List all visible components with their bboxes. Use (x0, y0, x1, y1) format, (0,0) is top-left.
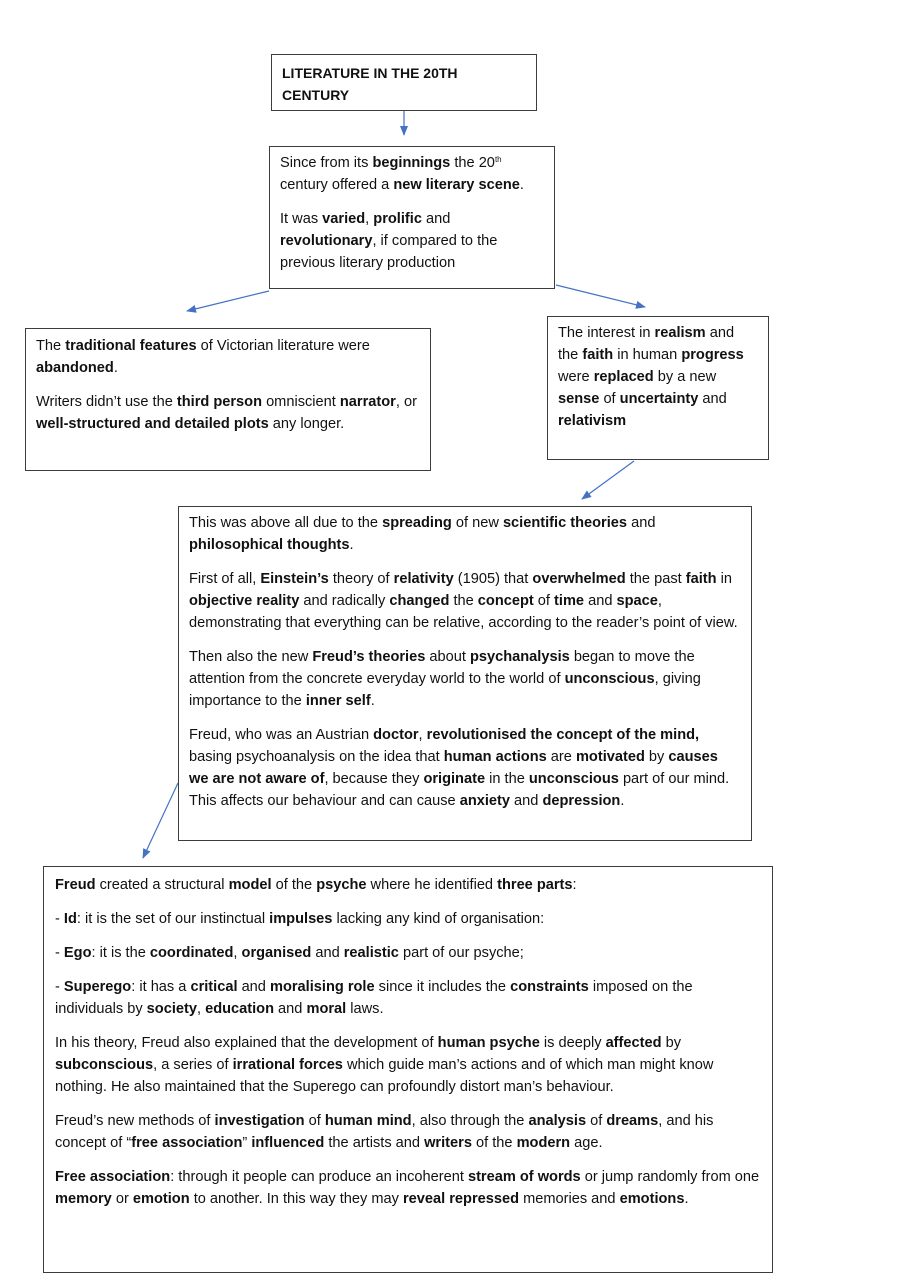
bold-term: emotions (619, 1191, 685, 1207)
bold-term: sense (558, 391, 600, 407)
text-run: . (684, 1191, 689, 1207)
bold-term: realism (654, 325, 706, 341)
bold-term: constraints (510, 979, 589, 995)
text-run: and (421, 211, 451, 227)
bold-term: Id (63, 911, 77, 927)
intro-box (269, 146, 555, 289)
freud-model-paragraph (55, 874, 761, 896)
text-run: part of our mind. This affects our behaviour and can cause (189, 771, 730, 809)
free-association-paragraph (55, 1166, 761, 1210)
theories-box (178, 506, 752, 841)
text-run: : it has a (131, 979, 191, 995)
text-run: Freud, who was an Austrian (189, 727, 374, 743)
bold-term: human mind (324, 1113, 412, 1129)
bold-term: objective reality (189, 593, 300, 609)
text-run: , and his concept of “ (55, 1113, 714, 1151)
text-run: where he identified (366, 877, 498, 893)
text-run: , (196, 1001, 206, 1017)
text-run: , or (395, 394, 417, 410)
theories-paragraph (189, 512, 741, 556)
bold-term: Ego (63, 945, 92, 961)
text-run: In his theory, Freud also explained that the development of (55, 1035, 438, 1051)
superego-item (55, 976, 761, 1020)
bold-term: progress (681, 347, 744, 363)
text-run: to another. In this way they may (189, 1191, 403, 1207)
text-run: by a new (653, 369, 717, 385)
id-item (55, 908, 761, 930)
text-run: It was (280, 211, 323, 227)
text-run: age. (570, 1135, 603, 1151)
text-run: (1905) that (453, 571, 533, 587)
text-run: : through it people can produce an incoherent (170, 1169, 468, 1185)
text-run: . (370, 693, 375, 709)
bold-term: unconscious (564, 671, 655, 687)
text-run: , giving importance to the (189, 671, 701, 709)
arrow-theory-to-freud (143, 783, 178, 858)
text-run: and (627, 515, 656, 531)
text-run: , (418, 727, 427, 743)
text-run: , (365, 211, 374, 227)
text-run: the 20 (450, 155, 495, 171)
text-run: The interest in (558, 325, 655, 341)
bold-term: model (228, 877, 272, 893)
bold-term: human psyche (437, 1035, 540, 1051)
text-run: - (55, 911, 64, 927)
bold-term: psychanalysis (469, 649, 570, 665)
text-run: . (620, 793, 625, 809)
text-run: began to move the attention from the concrete everyday world to the world of (189, 649, 695, 687)
bold-term: influenced (251, 1135, 325, 1151)
bold-term: subconscious (55, 1057, 154, 1073)
text-run: or jump randomly from one (580, 1169, 760, 1185)
text-run: : it is the (91, 945, 150, 961)
bold-term: human actions (443, 749, 547, 765)
text-run: : it is the set of our instinctual (76, 911, 270, 927)
bold-term: revolutionary (280, 233, 373, 249)
bold-term: anxiety (459, 793, 510, 809)
bold-term: time (554, 593, 585, 609)
victorian-paragraph (36, 391, 420, 435)
arrow-right-to-theory (582, 461, 634, 499)
bold-term: memory (55, 1191, 112, 1207)
text-run: the (449, 593, 478, 609)
text-run: , because they (324, 771, 424, 787)
text-run: , if compared to the previous literary production (280, 233, 498, 271)
bold-term: faith (685, 571, 717, 587)
text-run: memories and (519, 1191, 620, 1207)
bold-term: scientific theories (502, 515, 628, 531)
text-run: Then also the new (189, 649, 313, 665)
text-run: lacking any kind of organisation: (332, 911, 545, 927)
title-box (271, 54, 537, 111)
bold-term: spreading (382, 515, 452, 531)
text-run: or (111, 1191, 133, 1207)
bold-term: coordinated (149, 945, 234, 961)
bold-term: emotion (132, 1191, 190, 1207)
bold-term: stream of words (467, 1169, 581, 1185)
arrow-intro-to-right (556, 285, 645, 307)
text-run: and (311, 945, 344, 961)
bold-term: changed (389, 593, 450, 609)
bold-term: three parts (497, 877, 573, 893)
text-run: of (533, 593, 555, 609)
bold-term: dreams (606, 1113, 659, 1129)
bold-term: psyche (316, 877, 367, 893)
freud-model-box (43, 866, 773, 1273)
bold-term: traditional features (65, 338, 197, 354)
text-run: and (274, 1001, 307, 1017)
text-run: in (716, 571, 732, 587)
bold-term: moralising role (269, 979, 375, 995)
text-run: of the (471, 1135, 517, 1151)
text-run: Freud’s new methods of (55, 1113, 215, 1129)
text-run: , a series of (153, 1057, 233, 1073)
victorian-features-box (25, 328, 431, 471)
realism-box (547, 316, 769, 460)
bold-term: doctor (373, 727, 419, 743)
bold-term: abandoned (36, 360, 114, 376)
bold-term: irrational forces (232, 1057, 343, 1073)
text-run: laws. (346, 1001, 384, 1017)
bold-term: beginnings (372, 155, 451, 171)
bold-term: originate (423, 771, 486, 787)
diagram-title: LITERATURE IN THE 20TH CENTURY (282, 65, 458, 103)
bold-term: unconscious (528, 771, 619, 787)
text-run: were (558, 369, 594, 385)
bold-term: Freud (55, 877, 96, 893)
text-run: : (572, 877, 577, 893)
bold-term: new literary scene (393, 177, 520, 193)
bold-term: organised (241, 945, 312, 961)
bold-term: impulses (269, 911, 333, 927)
bold-term: society (146, 1001, 197, 1017)
bold-term: well-structured and detailed plots (36, 416, 269, 432)
realism-paragraph (558, 322, 758, 432)
bold-term: relativism (558, 413, 627, 429)
text-run: and (698, 391, 727, 407)
bold-term: Free association (55, 1169, 171, 1185)
intro-paragraph (280, 208, 544, 274)
victorian-paragraph (36, 335, 420, 379)
bold-term: Einstein’s (260, 571, 329, 587)
arrow-intro-to-left (187, 291, 269, 311)
text-run: and (510, 793, 543, 809)
bold-term: narrator (339, 394, 396, 410)
text-run: part of our psyche; (398, 945, 524, 961)
bold-term: critical (190, 979, 238, 995)
bold-term: prolific (373, 211, 422, 227)
bold-term: Superego (63, 979, 132, 995)
bold-term: faith (582, 347, 614, 363)
bold-term: revolutionised the concept of the mind, (426, 727, 700, 743)
einstein-paragraph (189, 568, 741, 634)
text-run: of the (271, 877, 317, 893)
bold-term: uncertainty (619, 391, 699, 407)
text-run: the artists and (324, 1135, 425, 1151)
text-run: by (644, 749, 669, 765)
bold-term: education (205, 1001, 274, 1017)
superscript-text: th (494, 155, 502, 164)
bold-term: concept (477, 593, 534, 609)
bold-term: writers (424, 1135, 472, 1151)
text-run: are (546, 749, 576, 765)
text-run: Writers didn’t use the (36, 394, 177, 410)
bold-term: investigation (214, 1113, 305, 1129)
text-run: in human (613, 347, 682, 363)
text-run: the past (625, 571, 686, 587)
bold-term: third person (176, 394, 263, 410)
text-run: First of all, (189, 571, 261, 587)
bold-term: Freud’s theories (312, 649, 426, 665)
freud-theories-paragraph (189, 646, 741, 712)
text-run: is deeply (539, 1035, 606, 1051)
text-run: - (55, 945, 64, 961)
text-run: about (425, 649, 470, 665)
bold-term: varied (322, 211, 366, 227)
bold-term: motivated (575, 749, 645, 765)
text-run: in the (485, 771, 529, 787)
text-run: created a structural (95, 877, 229, 893)
bold-term: overwhelmed (532, 571, 626, 587)
text-run: which guide man’s actions and of which man might know nothing. He also maintained that the Superego can profoundly distort man’s behaviour. (55, 1057, 714, 1095)
ego-item (55, 942, 761, 964)
text-run: and radically (299, 593, 390, 609)
bold-term: modern (516, 1135, 571, 1151)
text-run: , demonstrating that everything can be relative, according to the reader’s point of view. (189, 593, 738, 631)
text-run: ” (242, 1135, 252, 1151)
bold-term: affected (605, 1035, 662, 1051)
text-run: of new (451, 515, 503, 531)
subconscious-paragraph (55, 1032, 761, 1098)
text-run: by (661, 1035, 681, 1051)
bold-term: replaced (593, 369, 654, 385)
text-run: , also through the (411, 1113, 529, 1129)
text-run: - (55, 979, 64, 995)
text-run: any longer. (268, 416, 345, 432)
bold-term: inner self (305, 693, 371, 709)
text-run: of (586, 1113, 607, 1129)
text-run: theory of (328, 571, 394, 587)
freud-doctor-paragraph (189, 724, 741, 812)
text-run: omniscient (262, 394, 340, 410)
bold-term: relativity (393, 571, 454, 587)
text-run: Since from its (280, 155, 373, 171)
text-run: and (584, 593, 617, 609)
bold-term: causes we are not aware of (189, 749, 718, 787)
bold-term: moral (306, 1001, 347, 1017)
text-run: and (237, 979, 270, 995)
bold-term: reveal repressed (402, 1191, 520, 1207)
text-run: and the (558, 325, 735, 363)
methods-paragraph (55, 1110, 761, 1154)
text-run: of (599, 391, 620, 407)
intro-paragraph (280, 152, 544, 196)
text-run: , (233, 945, 242, 961)
bold-term: philosophical thoughts (189, 537, 350, 553)
text-run: basing psychoanalysis on the idea that (189, 749, 444, 765)
text-run: . (519, 177, 524, 193)
text-run: . (113, 360, 118, 376)
text-run: The (36, 338, 66, 354)
text-run: This was above all due to the (189, 515, 383, 531)
bold-term: realistic (343, 945, 399, 961)
text-run: . (349, 537, 354, 553)
bold-term: space (616, 593, 658, 609)
text-run: century offered a (280, 177, 394, 193)
text-run: imposed on the individuals by (55, 979, 693, 1017)
bold-term: depression (542, 793, 621, 809)
text-run: of Victorian literature were (196, 338, 370, 354)
text-run: since it includes the (374, 979, 511, 995)
bold-term: free association (131, 1135, 243, 1151)
bold-term: analysis (528, 1113, 587, 1129)
text-run: of (304, 1113, 325, 1129)
